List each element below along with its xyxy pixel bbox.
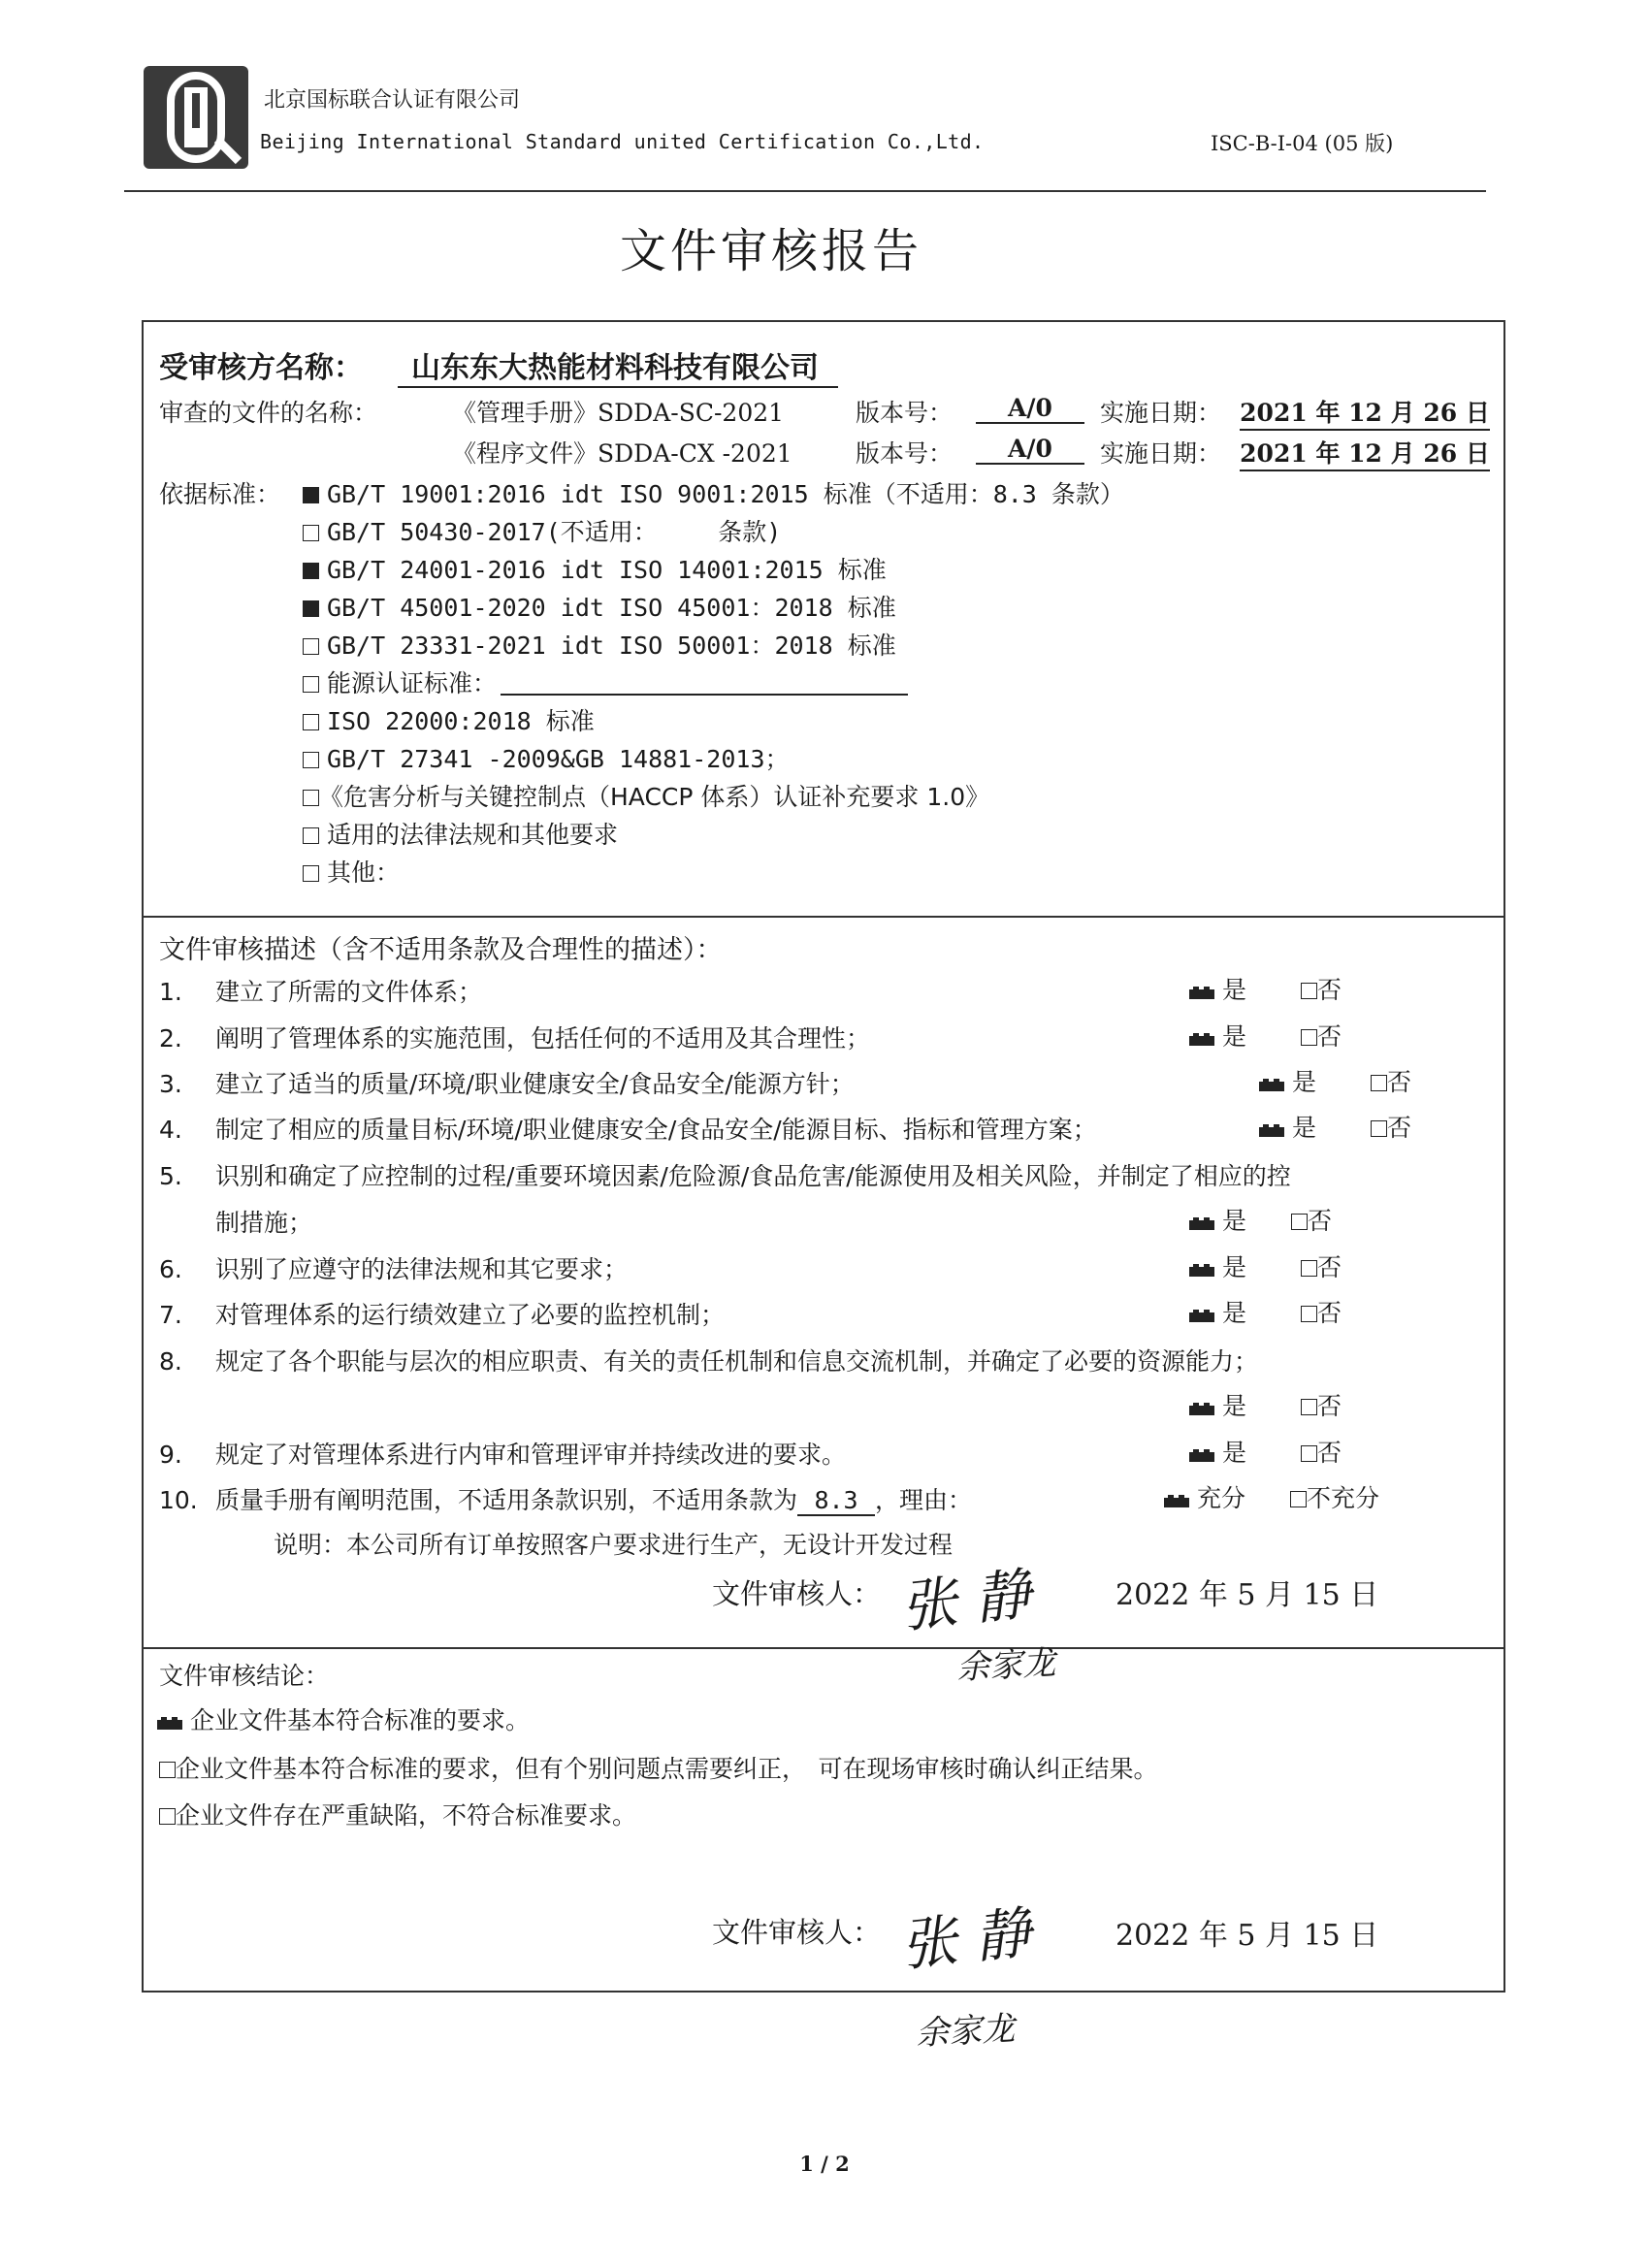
- checked-mark-icon[interactable]: [1189, 1310, 1214, 1323]
- company-name-en: Beijing International Standard united Certification Co.,Ltd.: [260, 130, 985, 153]
- review-date: 2022 年 5 月 15 日: [1116, 1578, 1379, 1612]
- checkbox[interactable]: [303, 865, 319, 882]
- checkbox[interactable]: [303, 714, 319, 730]
- checkbox[interactable]: [1301, 1029, 1317, 1046]
- checkbox[interactable]: [303, 638, 319, 655]
- conclusion-date: 2022 年 5 月 15 日: [1116, 1919, 1379, 1953]
- review-item-9: 9. 规定了对管理体系进行内审和管理评审并持续改进的要求。: [159, 1441, 847, 1469]
- checked-mark-icon[interactable]: [157, 1717, 182, 1731]
- review-answer-2: 是 否: [1189, 1018, 1342, 1053]
- conclusion-countersign: 余家龙: [915, 2009, 1017, 2054]
- checkbox[interactable]: [1301, 983, 1317, 999]
- checkbox-checked[interactable]: [303, 487, 319, 503]
- review-item-8: 8. 规定了各个职能与层次的相应职责、有关的责任机制和信息交流机制，并确定了必要的资源能力；: [159, 1347, 1259, 1376]
- review-note: 说明：本公司所有订单按照客户要求进行生产，无设计开发过程: [274, 1531, 954, 1559]
- version-label-1: 版本号：: [856, 399, 954, 427]
- conclusion-option-1: 企业文件基本符合标准的要求。: [157, 1701, 530, 1736]
- audit-info-section: [142, 320, 1505, 918]
- standard-iso50001: GB/T 23331-2021 idt ISO 50001：2018 标准: [303, 627, 896, 662]
- checked-mark-icon[interactable]: [1259, 1124, 1284, 1138]
- checkbox[interactable]: [159, 1762, 176, 1778]
- checkbox-checked[interactable]: [303, 600, 319, 617]
- review-item-1: 1. 建立了所需的文件体系；: [159, 978, 483, 1006]
- checkbox[interactable]: [1301, 1445, 1317, 1462]
- conclusion-reviewer-label: 文件审核人：: [712, 1916, 882, 1949]
- review-item-2: 2. 阐明了管理体系的实施范围，包括任何的不适用及其合理性；: [159, 1024, 871, 1053]
- date-label-1: 实施日期：: [1100, 399, 1222, 427]
- checked-mark-icon[interactable]: [1189, 1449, 1214, 1463]
- review-item-10: 10. 质量手册有阐明范围，不适用条款识别，不适用条款为 8.3 ，理由：: [159, 1486, 973, 1514]
- standard-haccp: 《危害分析与关键控制点（HACCP 体系）认证补充要求 1.0》: [303, 778, 989, 813]
- document-name-1: 《管理手册》SDDA-SC-2021: [452, 399, 785, 427]
- checkbox[interactable]: [1301, 1260, 1317, 1277]
- standards-label: 依据标准：: [159, 480, 281, 508]
- checked-mark-icon[interactable]: [1189, 987, 1214, 1000]
- date-label-2: 实施日期：: [1100, 439, 1222, 468]
- standard-gb50430: GB/T 50430-2017(不适用： 条款): [303, 513, 781, 548]
- version-value-1: A/0: [976, 394, 1084, 424]
- conclusion-option-2: 企业文件基本符合标准的要求，但有个别问题点需要纠正， 可在现场审核时确认纠正结果。: [159, 1750, 1158, 1785]
- document-name-2: 《程序文件》SDDA-CX -2021: [452, 439, 792, 468]
- review-conclusion-section: [142, 1647, 1505, 1993]
- checked-mark-icon[interactable]: [1189, 1217, 1214, 1231]
- documents-label: 审查的文件的名称：: [159, 399, 378, 427]
- checkbox[interactable]: [303, 676, 319, 693]
- checkbox[interactable]: [303, 525, 319, 541]
- document-title: 文件审核报告: [619, 224, 922, 278]
- checkbox[interactable]: [159, 1808, 176, 1825]
- review-item-3: 3. 建立了适当的质量/环境/职业健康安全/食品安全/能源方针；: [159, 1070, 855, 1098]
- checked-mark-icon[interactable]: [1164, 1495, 1189, 1508]
- review-answer-6: 是 否: [1189, 1248, 1342, 1283]
- review-item-5: 5. 识别和确定了应控制的过程/重要环境因素/危险源/食品危害/能源使用及相关风险，并制定了相应的控: [159, 1162, 1291, 1190]
- review-answer-3: 是 否: [1259, 1063, 1411, 1098]
- review-answer-10: 充分 不充分: [1164, 1479, 1379, 1514]
- audited-party-name: 山东东大热能材料科技有限公司: [398, 343, 838, 388]
- conclusion-option-3: 企业文件存在严重缺陷，不符合标准要求。: [159, 1797, 636, 1831]
- review-answer-5: 是 否: [1189, 1202, 1332, 1237]
- review-item-7: 7. 对管理体系的运行绩效建立了必要的监控机制；: [159, 1301, 726, 1329]
- page-number: 1 / 2: [799, 2152, 850, 2176]
- standard-energy: 能源认证标准：: [303, 664, 908, 699]
- checkbox[interactable]: [1371, 1120, 1387, 1137]
- conclusion-reviewer-signature: 张 静: [897, 1899, 1035, 1979]
- version-value-2: A/0: [976, 435, 1084, 465]
- reviewer-signature: 张 静: [897, 1561, 1035, 1640]
- checkbox[interactable]: [1371, 1075, 1387, 1091]
- checked-mark-icon[interactable]: [1189, 1403, 1214, 1416]
- review-item-5-continued: 制措施；: [215, 1209, 313, 1237]
- review-item-6: 6. 识别了应遵守的法律法规和其它要求；: [159, 1255, 629, 1283]
- review-answer-1: 是 否: [1189, 971, 1342, 1006]
- header-divider: [124, 190, 1486, 192]
- checkbox[interactable]: [303, 827, 319, 844]
- review-answer-8: 是 否: [1189, 1387, 1342, 1422]
- date-value-1: 2021 年 12 月 26 日: [1240, 394, 1490, 431]
- standard-iso9001: GB/T 19001:2016 idt ISO 9001:2015 标准（不适用：8.3 条款）: [303, 475, 1124, 510]
- standard-legal: 适用的法律法规和其他要求: [303, 816, 618, 851]
- standard-other: 其他：: [303, 854, 400, 889]
- version-label-2: 版本号：: [856, 439, 954, 468]
- standard-iso14001: GB/T 24001-2016 idt ISO 14001:2015 标准: [303, 551, 887, 586]
- checkbox[interactable]: [303, 752, 319, 768]
- audited-party-label: 受审核方名称：: [159, 351, 363, 385]
- checkbox[interactable]: [303, 790, 319, 806]
- non-applicable-clause: 8.3: [797, 1486, 875, 1516]
- checked-mark-icon[interactable]: [1189, 1033, 1214, 1047]
- review-heading: 文件审核描述（含不适用条款及合理性的描述）：: [159, 935, 723, 965]
- checkbox[interactable]: [1301, 1306, 1317, 1322]
- form-code: ISC-B-I-04 (05 版): [1211, 132, 1394, 155]
- date-value-2: 2021 年 12 月 26 日: [1240, 435, 1490, 471]
- standard-gb27341: GB/T 27341 -2009&GB 14881-2013；: [303, 740, 790, 775]
- company-name-cn: 北京国标联合认证有限公司: [264, 88, 521, 113]
- standard-iso22000: ISO 22000:2018 标准: [303, 702, 595, 737]
- review-answer-7: 是 否: [1189, 1294, 1342, 1329]
- checkbox-checked[interactable]: [303, 563, 319, 579]
- company-logo: [142, 64, 250, 171]
- standard-iso45001: GB/T 45001-2020 idt ISO 45001：2018 标准: [303, 589, 896, 624]
- conclusion-heading: 文件审核结论：: [159, 1662, 330, 1690]
- review-answer-4: 是 否: [1259, 1109, 1411, 1144]
- reviewer-label: 文件审核人：: [712, 1577, 882, 1610]
- checkbox[interactable]: [1301, 1399, 1317, 1415]
- countersign-signature: 余家龙: [955, 1643, 1057, 1688]
- checkbox[interactable]: [1291, 1214, 1308, 1230]
- review-item-4: 4. 制定了相应的质量目标/环境/职业健康安全/食品安全/能源目标、指标和管理方案；: [159, 1116, 1097, 1144]
- checked-mark-icon[interactable]: [1259, 1079, 1284, 1092]
- review-answer-9: 是 否: [1189, 1434, 1342, 1469]
- checkbox[interactable]: [1290, 1491, 1307, 1507]
- checked-mark-icon[interactable]: [1189, 1264, 1214, 1278]
